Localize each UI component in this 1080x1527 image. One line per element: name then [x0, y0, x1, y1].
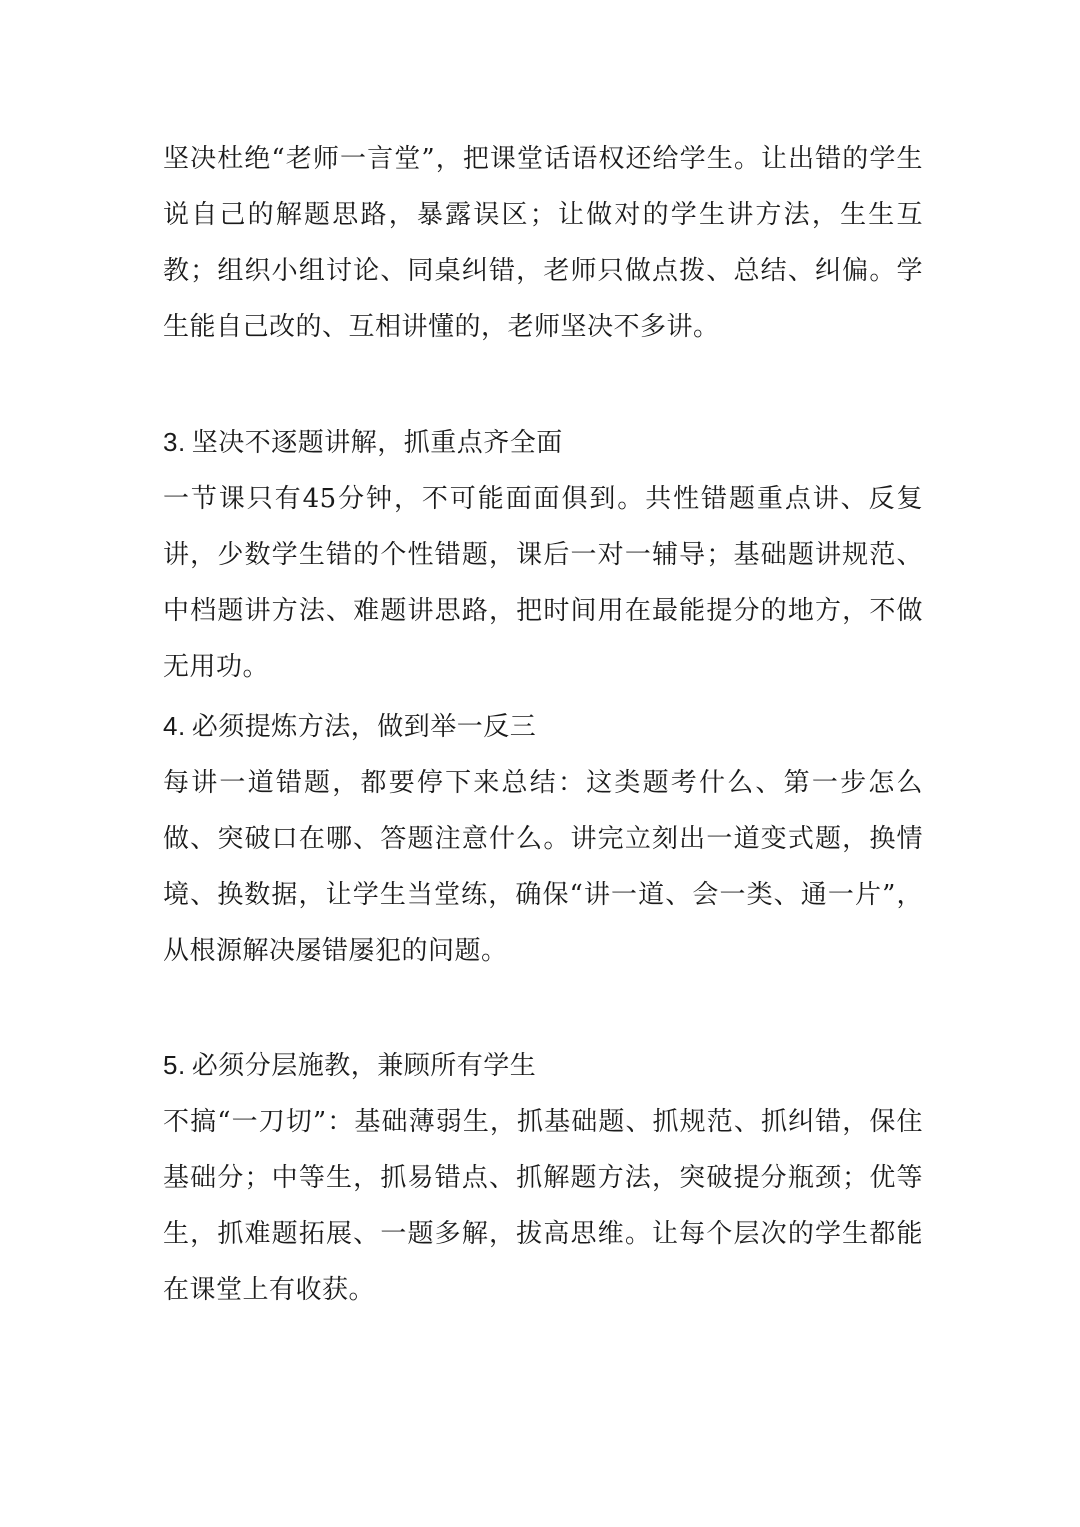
section-3-heading [163, 414, 923, 471]
section-classroom-voice [163, 131, 923, 355]
section-4-title: 必须提炼方法，做到举一反三 [191, 712, 537, 742]
section-5-heading [163, 1037, 923, 1094]
section-3-title: 坚决不逐题讲解，抓重点齐全面 [191, 428, 563, 458]
section-4-number: 4. [163, 711, 186, 741]
section-4-paragraph: 每讲一道错题，都要停下来总结：这类题考什么、第一步怎么做、突破口在哪、答题注意什么。讲完立刻出一道变式题，换情境、换数据，让学生当堂练，确保“讲一道、会一类、通一片”，从根源解决屡错屡犯的问题。 [163, 768, 923, 966]
section-3-paragraph: 一节课只有45分钟，不可能面面俱到。共性错题重点讲、反复讲，少数学生错的个性错题，课后一对一辅导；基础题讲规范、中档题讲方法、难题讲思路，把时间用在最能提分的地方，不做无用功。 [163, 484, 923, 682]
section-3 [163, 414, 923, 695]
section-4-heading [163, 698, 923, 755]
paragraph-classroom-voice: 坚决杜绝“老师一言堂”，把课堂话语权还给学生。让出错的学生说自己的解题思路，暴露误区；让做对的学生讲方法，生生互教；组织小组讨论、同桌纠错，老师只做点拨、总结、纠偏。学生能自己改的、互相讲懂的，老师坚决不多讲。 [163, 144, 923, 342]
section-5-paragraph: 不搞“一刀切”：基础薄弱生，抓基础题、抓规范、抓纠错，保住基础分；中等生，抓易错点、抓解题方法，突破提分瓶颈；优等生，抓难题拓展、一题多解，拔高思维。让每个层次的学生都能在课堂上有收获。 [163, 1107, 923, 1305]
section-5-title: 必须分层施教，兼顾所有学生 [191, 1051, 537, 1081]
section-3-number: 3. [163, 427, 186, 457]
section-4 [163, 698, 923, 979]
section-5-number: 5. [163, 1050, 186, 1080]
section-5 [163, 1037, 923, 1318]
